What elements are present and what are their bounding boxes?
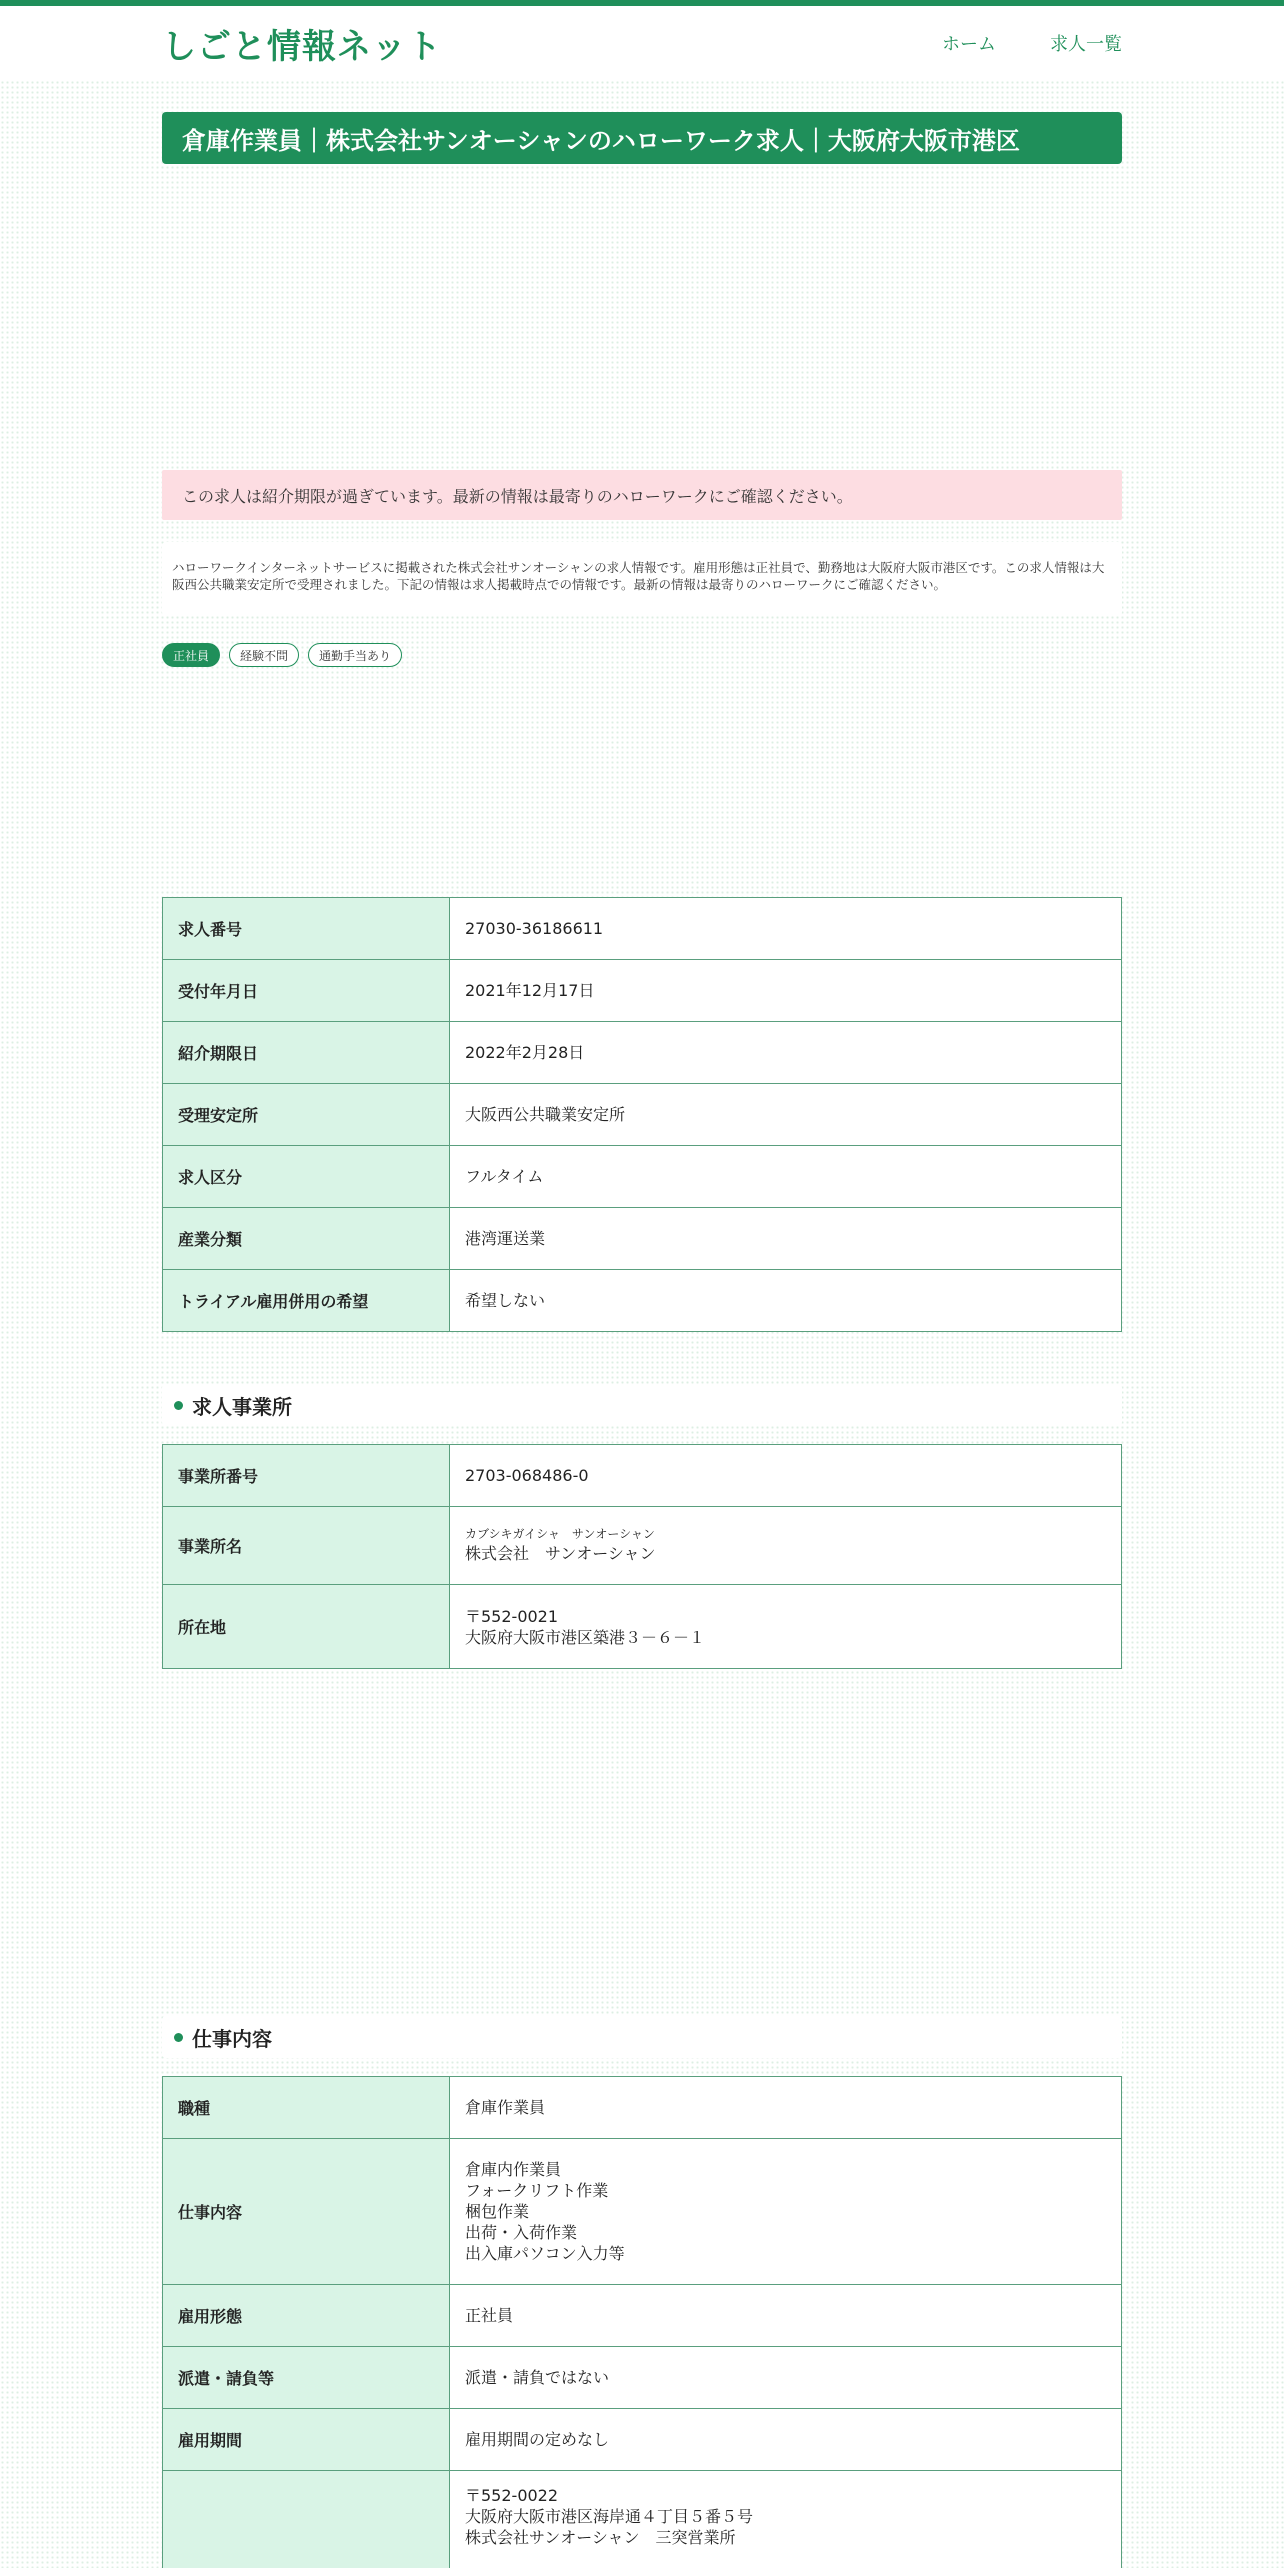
row-label: 求人番号 <box>163 898 450 960</box>
site-title-link[interactable]: しごと情報ネット <box>162 26 442 67</box>
office-name-kana: カブシキガイシャ サンオーシャン <box>465 1526 655 1541</box>
row-value: 大阪西公共職業安定所 <box>450 1084 1122 1146</box>
section-heading-employer <box>162 1384 1122 1426</box>
table-row <box>163 2409 1122 2471</box>
section-heading-label: 仕事内容 <box>192 2026 272 2051</box>
row-value: 派遣・請負ではない <box>450 2347 1122 2409</box>
row-value <box>450 2139 1122 2285</box>
table-row <box>163 2139 1122 2285</box>
ad-space <box>162 667 1122 897</box>
row-label: 派遣・請負等 <box>163 2347 450 2409</box>
table-row <box>163 960 1122 1022</box>
row-label: 求人区分 <box>163 1146 450 1208</box>
duty-item: フォークリフト作業 <box>465 2181 609 2200</box>
row-label: トライアル雇用併用の希望 <box>163 1270 450 1332</box>
table-row <box>163 1445 1122 1507</box>
row-value: 正社員 <box>450 2285 1122 2347</box>
address: 大阪府大阪市港区築港３－６－１ <box>465 1627 706 1647</box>
job-detail-table <box>162 2076 1122 2568</box>
expired-alert: この求人は紹介期限が過ぎています。最新の情報は最寄りのハローワークにご確認ください。 <box>162 470 1122 520</box>
row-label: 雇用期間 <box>163 2409 450 2471</box>
row-label: 職種 <box>163 2077 450 2139</box>
employer-table <box>162 1444 1122 1669</box>
tag-full-time: 正社員 <box>162 643 220 667</box>
row-value: 27030-36186611 <box>450 898 1122 960</box>
section-heading-label: 求人事業所 <box>192 1394 292 1419</box>
section-heading-job <box>162 2016 1122 2058</box>
table-row <box>163 898 1122 960</box>
tag-commute-allowance: 通勤手当あり <box>308 643 402 667</box>
row-value: 港湾運送業 <box>450 1208 1122 1270</box>
bullet-dot-icon <box>174 1401 183 1410</box>
row-label: 事業所番号 <box>163 1445 450 1507</box>
ad-space <box>162 164 1122 470</box>
site-header <box>0 6 1284 80</box>
duty-item: 出荷・入荷作業 <box>465 2223 578 2242</box>
row-label: 事業所名 <box>163 1507 450 1585</box>
row-value: 雇用期間の定めなし <box>450 2409 1122 2471</box>
table-row <box>163 1585 1122 1669</box>
row-label <box>163 2471 450 2568</box>
row-value: 2703-068486-0 <box>450 1445 1122 1507</box>
workplace-address: 大阪府大阪市港区海岸通４丁目５番５号 <box>465 2507 754 2526</box>
row-label: 仕事内容 <box>163 2139 450 2285</box>
row-value: 希望しない <box>450 1270 1122 1332</box>
row-label: 所在地 <box>163 1585 450 1669</box>
row-label: 受理安定所 <box>163 1084 450 1146</box>
row-label: 雇用形態 <box>163 2285 450 2347</box>
office-name: 株式会社 サンオーシャン <box>465 1543 656 1563</box>
table-row <box>163 2471 1122 2568</box>
row-value: 2022年2月28日 <box>450 1022 1122 1084</box>
main-nav <box>942 30 1122 56</box>
table-row <box>163 1022 1122 1084</box>
ad-space <box>162 1669 1122 2016</box>
duty-item: 出入庫パソコン入力等 <box>465 2244 625 2263</box>
bullet-dot-icon <box>174 2033 183 2042</box>
workplace-name: 株式会社サンオーシャン 三突営業所 <box>465 2528 736 2547</box>
row-label: 産業分類 <box>163 1208 450 1270</box>
table-row <box>163 1084 1122 1146</box>
postal-code: 〒552-0021 <box>465 1606 559 1626</box>
tag-list <box>162 643 1122 667</box>
table-row <box>163 2285 1122 2347</box>
row-value <box>450 1585 1122 1669</box>
workplace-postal: 〒552-0022 <box>465 2486 559 2505</box>
table-row <box>163 1146 1122 1208</box>
row-label: 受付年月日 <box>163 960 450 1022</box>
table-row <box>163 2077 1122 2139</box>
row-value: 倉庫作業員 <box>450 2077 1122 2139</box>
row-value <box>450 1507 1122 1585</box>
page-title: 倉庫作業員｜株式会社サンオーシャンのハローワーク求人｜大阪府大阪市港区 <box>162 112 1122 164</box>
row-value: フルタイム <box>450 1146 1122 1208</box>
nav-home-link[interactable]: ホーム <box>942 34 996 55</box>
duty-item: 倉庫内作業員 <box>465 2160 562 2179</box>
tag-no-experience: 経験不問 <box>229 643 299 667</box>
table-row <box>163 2347 1122 2409</box>
duty-item: 梱包作業 <box>465 2202 530 2221</box>
table-row <box>163 1270 1122 1332</box>
table-row <box>163 1208 1122 1270</box>
main-content <box>162 112 1122 2568</box>
job-summary-table <box>162 897 1122 1332</box>
nav-job-list-link[interactable]: 求人一覧 <box>1050 34 1122 55</box>
job-description-summary: ハローワークインターネットサービスに掲載された株式会社サンオーシャンの求人情報です。雇用形態は正社員で、勤務地は大阪府大阪市港区です。この求人情報は大阪西公共職業安定所で受理されました。下記の情報は求人掲載時点での情報です。最新の情報は最寄りのハローワークにご確認ください。 <box>162 542 1122 616</box>
row-value: 2021年12月17日 <box>450 960 1122 1022</box>
row-value <box>450 2471 1122 2568</box>
table-row <box>163 1507 1122 1585</box>
row-label: 紹介期限日 <box>163 1022 450 1084</box>
